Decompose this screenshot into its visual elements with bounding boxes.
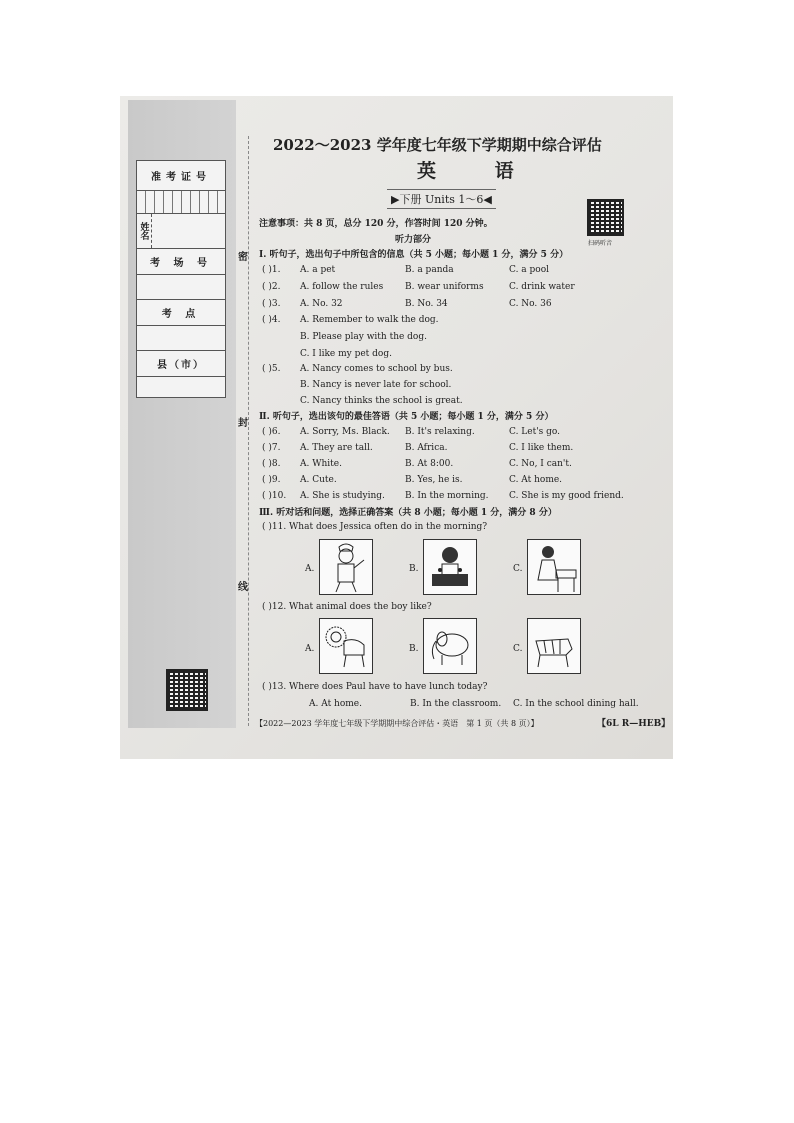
room-label: 考 场 号 — [137, 249, 225, 275]
side-qr-code-icon — [166, 669, 208, 711]
county-label: 县（市） — [137, 351, 225, 377]
option-a[interactable]: A. a pet — [300, 265, 336, 275]
option-c[interactable]: C. I like my pet dog. — [300, 349, 392, 359]
exam-id-label: 准考证号 — [137, 161, 225, 191]
option-c[interactable]: C. At home. — [509, 475, 563, 485]
option-b[interactable]: B. At 8:00. — [405, 459, 454, 469]
option-b[interactable]: B. It's relaxing. — [405, 427, 475, 437]
option-c[interactable]: C. Nancy thinks the school is great. — [300, 396, 463, 406]
option-c[interactable]: C. Let's go. — [509, 427, 561, 437]
option-a[interactable]: A. follow the rules — [300, 282, 384, 292]
option-b[interactable]: B. Africa. — [405, 443, 448, 453]
option-b[interactable]: B. Please play with the dog. — [300, 332, 427, 342]
question-number[interactable]: ( )7. — [262, 443, 281, 453]
tiger-picture-icon[interactable] — [527, 618, 581, 674]
listening-qr-code-icon[interactable] — [587, 199, 624, 236]
units-banner: ▶下册 Units 1～6◀ — [387, 189, 496, 209]
elephant-picture-icon[interactable] — [423, 618, 477, 674]
section2-heading: Ⅱ. 听句子，选出该句的最佳答语（共 5 小题；每小题 1 分，满分 5 分） — [259, 412, 554, 422]
notice: 注意事项：共 8 页，总分 120 分，作答时间 120 分钟。 — [259, 219, 493, 229]
picture-label-c: C. — [513, 564, 523, 574]
seal-line — [248, 136, 249, 726]
question-number[interactable]: ( )6. — [262, 427, 281, 437]
option-b[interactable]: B. No. 34 — [405, 299, 448, 309]
option-b[interactable]: B. In the classroom. — [410, 699, 502, 709]
option-c[interactable]: C. No, I can't. — [509, 459, 572, 469]
picture-label-c: C. — [513, 644, 523, 654]
option-b[interactable]: B. a panda — [405, 265, 454, 275]
listening-title: 听力部分 — [395, 235, 432, 245]
site-label: 考 点 — [137, 300, 225, 326]
option-c[interactable]: C. In the school dining hall. — [513, 699, 639, 709]
candidate-info-box — [136, 160, 226, 398]
picture-label-a: A. — [305, 564, 315, 574]
option-c[interactable]: C. No. 36 — [509, 299, 552, 309]
option-c[interactable]: C. I like them. — [509, 443, 574, 453]
footer-page-info: 【2022—2023 学年度七年级下学期期中综合评估・英语 第 1 页（共 8 页）】 — [255, 719, 539, 728]
question-number[interactable]: ( )1. — [262, 265, 281, 275]
option-a[interactable]: A. Nancy comes to school by bus. — [300, 364, 453, 374]
section1-heading: Ⅰ. 听句子，选出句子中所包含的信息（共 5 小题；每小题 1 分，满分 5 分） — [259, 250, 569, 260]
seal-mark-mi: 密 — [238, 252, 248, 263]
option-b[interactable]: B. Nancy is never late for school. — [300, 380, 452, 390]
lion-picture-icon[interactable] — [319, 618, 373, 674]
option-a[interactable]: A. Sorry, Ms. Black. — [300, 427, 390, 437]
option-a[interactable]: A. At home. — [309, 699, 362, 709]
washing-picture-icon[interactable] — [423, 539, 477, 595]
option-b[interactable]: B. Yes, he is. — [405, 475, 463, 485]
option-a[interactable]: A. She is studying. — [300, 491, 385, 501]
site-field[interactable] — [137, 326, 225, 351]
subject-title: 英 语 — [417, 160, 540, 182]
question-11[interactable]: ( )11. What does Jessica often do in the morning? — [262, 522, 488, 532]
name-label: 姓名 — [137, 214, 152, 248]
name-field[interactable] — [137, 214, 225, 249]
exam-photo — [120, 96, 673, 759]
question-number[interactable]: ( )3. — [262, 299, 281, 309]
exam-title: 2022～2023 学年度七年级下学期期中综合评估 — [273, 136, 602, 154]
question-13[interactable]: ( )13. Where does Paul have to have lunch today? — [262, 682, 488, 692]
picture-label-a: A. — [305, 644, 315, 654]
question-12[interactable]: ( )12. What animal does the boy like? — [262, 602, 432, 612]
room-field[interactable] — [137, 275, 225, 300]
option-c[interactable]: C. drink water — [509, 282, 575, 292]
qr-caption: 扫码听音 — [588, 240, 613, 247]
cleaning-picture-icon[interactable] — [527, 539, 581, 595]
question-number[interactable]: ( )9. — [262, 475, 281, 485]
section3-heading: Ⅲ. 听对话和问题，选择正确答案（共 8 小题；每小题 1 分，满分 8 分） — [259, 508, 557, 518]
option-b[interactable]: B. In the morning. — [405, 491, 489, 501]
exam-id-boxes[interactable] — [137, 191, 225, 214]
picture-label-b: B. — [409, 564, 419, 574]
seal-mark-feng: 封 — [238, 418, 248, 429]
question-number[interactable]: ( )8. — [262, 459, 281, 469]
option-a[interactable]: A. Remember to walk the dog. — [300, 315, 439, 325]
footer-code: 【6L R—HEB】 — [597, 719, 671, 729]
picture-label-b: B. — [409, 644, 419, 654]
question-number[interactable]: ( )10. — [262, 491, 287, 501]
seal-mark-xian: 线 — [238, 582, 248, 593]
question-number[interactable]: ( )4. — [262, 315, 281, 325]
option-b[interactable]: B. wear uniforms — [405, 282, 484, 292]
question-number[interactable]: ( )2. — [262, 282, 281, 292]
question-number[interactable]: ( )5. — [262, 364, 281, 374]
chef-picture-icon[interactable] — [319, 539, 373, 595]
option-a[interactable]: A. No. 32 — [300, 299, 343, 309]
option-c[interactable]: C. She is my good friend. — [509, 491, 624, 501]
county-field[interactable] — [137, 377, 225, 403]
option-a[interactable]: A. Cute. — [300, 475, 337, 485]
option-a[interactable]: A. They are tall. — [300, 443, 373, 453]
option-c[interactable]: C. a pool — [509, 265, 549, 275]
option-a[interactable]: A. White. — [300, 459, 342, 469]
